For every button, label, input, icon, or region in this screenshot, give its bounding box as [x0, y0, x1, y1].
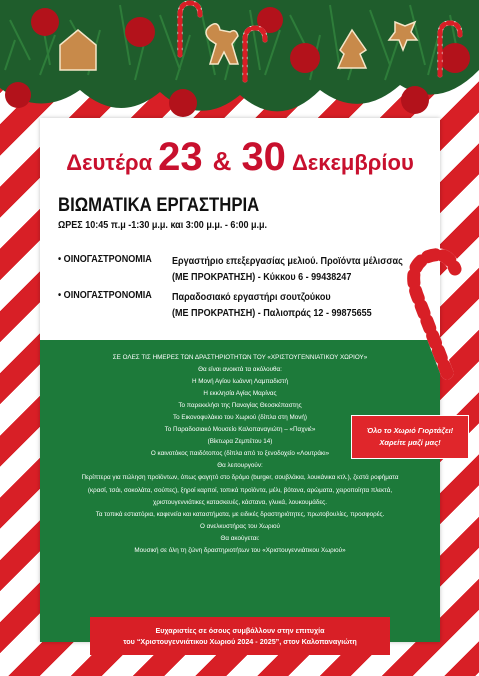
info-line: Το παρεκκλήσι της Παναγίας Θεοσκέπαστης	[178, 402, 302, 410]
workshop-category: • ΟΙΝΟΓΑΣΤΡΟΝΟΜΙΑ	[58, 289, 152, 301]
christmas-garland	[0, 0, 479, 135]
workshop-description	[172, 289, 378, 321]
promo-line: Χαρείτε μαζί μας!	[379, 438, 441, 447]
info-line: ΣΕ ΟΛΕΣ ΤΙΣ ΗΜΕΡΕΣ ΤΩΝ ΔΡΑΣΤΗΡΙΟΤΗΤΩΝ ΤΟΥ «ΧΡΙΣΤΟΥΓΕΝΝΙΑΤΙΚΟΥ ΧΩΡΙΟΥ»	[112, 354, 368, 361]
workshop-category: • ΟΙΝΟΓΑΣΤΡΟΝΟΜΙΑ	[58, 253, 152, 265]
info-line: (κρασί, τσάι, σοκολάτα, σούπες), ξηροί καρποί, τοπικά προϊόντα, μέλι, βότανα, αρώματα, χειροποίητα πλεκτά,	[87, 486, 393, 494]
date-second: 30	[241, 135, 286, 179]
info-line: Ο καινοτόκος παιδότοπος (δίπλα από το ξενοδοχείο «Λουτράκι»	[150, 450, 330, 458]
thanks-banner	[90, 617, 390, 655]
workshop-line: Εργαστήριο επεξεργασίας μελιού. Προϊόντα μέλισσας	[172, 255, 403, 267]
info-line: Θα είναι ανοικτά τα ακόλουθα:	[198, 366, 282, 374]
event-dates	[40, 137, 440, 183]
workshop-line: (ΜΕ ΠΡΟΚΡΑΤΗΣΗ) - Κύκκου 6 - 99438247	[172, 271, 352, 283]
day-word: Δευτέρα	[66, 150, 153, 175]
info-line: Το Εικονοφυλάκιο του Χωριού (δίπλα στη Μονή)	[172, 414, 308, 422]
month-word: Δεκεμβρίου	[291, 150, 414, 175]
info-line: Ο ανελκυστήρας του Χωριού	[199, 522, 280, 530]
promo-badge	[351, 415, 469, 459]
info-line: Το Παραδοσιακό Μουσείο Καλοπαναγιώτη – «Παχνιέ»	[164, 426, 316, 434]
workshop-line: (ΜΕ ΠΡΟΚΡΑΤΗΣΗ) - Παλιοπράς 12 - 99875655	[172, 307, 372, 319]
info-line: χριστουγεννιάτικες κατασκευές, κάστανα, γλυκά, λουκουμάδες.	[153, 498, 327, 506]
thanks-line: Ευχαριστίες σε όσους συμβάλλουν στην επιτυχία	[155, 626, 325, 635]
promo-line: Όλο το Χωριό Γιορτάζει!	[366, 426, 454, 435]
info-line: (Βίκτωρα Ζεμπέτου 14)	[207, 438, 273, 446]
info-line: Η Μονή Αγίου Ιωάννη Λαμπαδιστή	[191, 378, 289, 386]
info-line: Θα λειτουργούν:	[217, 462, 263, 470]
date-first: 23	[158, 135, 203, 179]
info-line: Θα ακούγεται:	[220, 534, 260, 542]
info-line: Τα τοπικά εστιατόρια, καφενεία και καταστήματα, με ειδικές δραστηριότητες, πρωτοβουλίες, προσφορές.	[95, 510, 385, 518]
workshop-description	[172, 253, 403, 285]
workshop-line: Παραδοσιακό εργαστήρι σουτζούκου	[172, 291, 331, 303]
info-line: Μουσική σε όλη τη ζώνη δραστηριοτήτων του «Χριστουγεννιάτικου Χωριού»	[134, 546, 346, 554]
thanks-line: του “Χριστουγεννιάτικου Χωριού 2024 - 2025”, στον Καλοπαναγιώτη	[123, 637, 357, 646]
info-line: Περίπτερα για πώληση προϊόντων, όπως φαγητό στο δρόμο (burger, σουβλάκια, λουκάνικα κτλ.), ζεστά ροφήματα	[81, 474, 399, 482]
date-ampersand: &	[212, 146, 232, 176]
workshops-title: ΒΙΩΜΑΤΙΚΑ ΕΡΓΑΣΤΗΡΙΑ	[58, 195, 260, 216]
workshops-hours: ΩΡΕΣ 10:45 π.μ -1:30 μ.μ. και 3:00 μ.μ. - 6:00 μ.μ.	[58, 219, 268, 231]
info-line: Η εκκλησία Αγίας Μαρίνας	[203, 390, 277, 398]
